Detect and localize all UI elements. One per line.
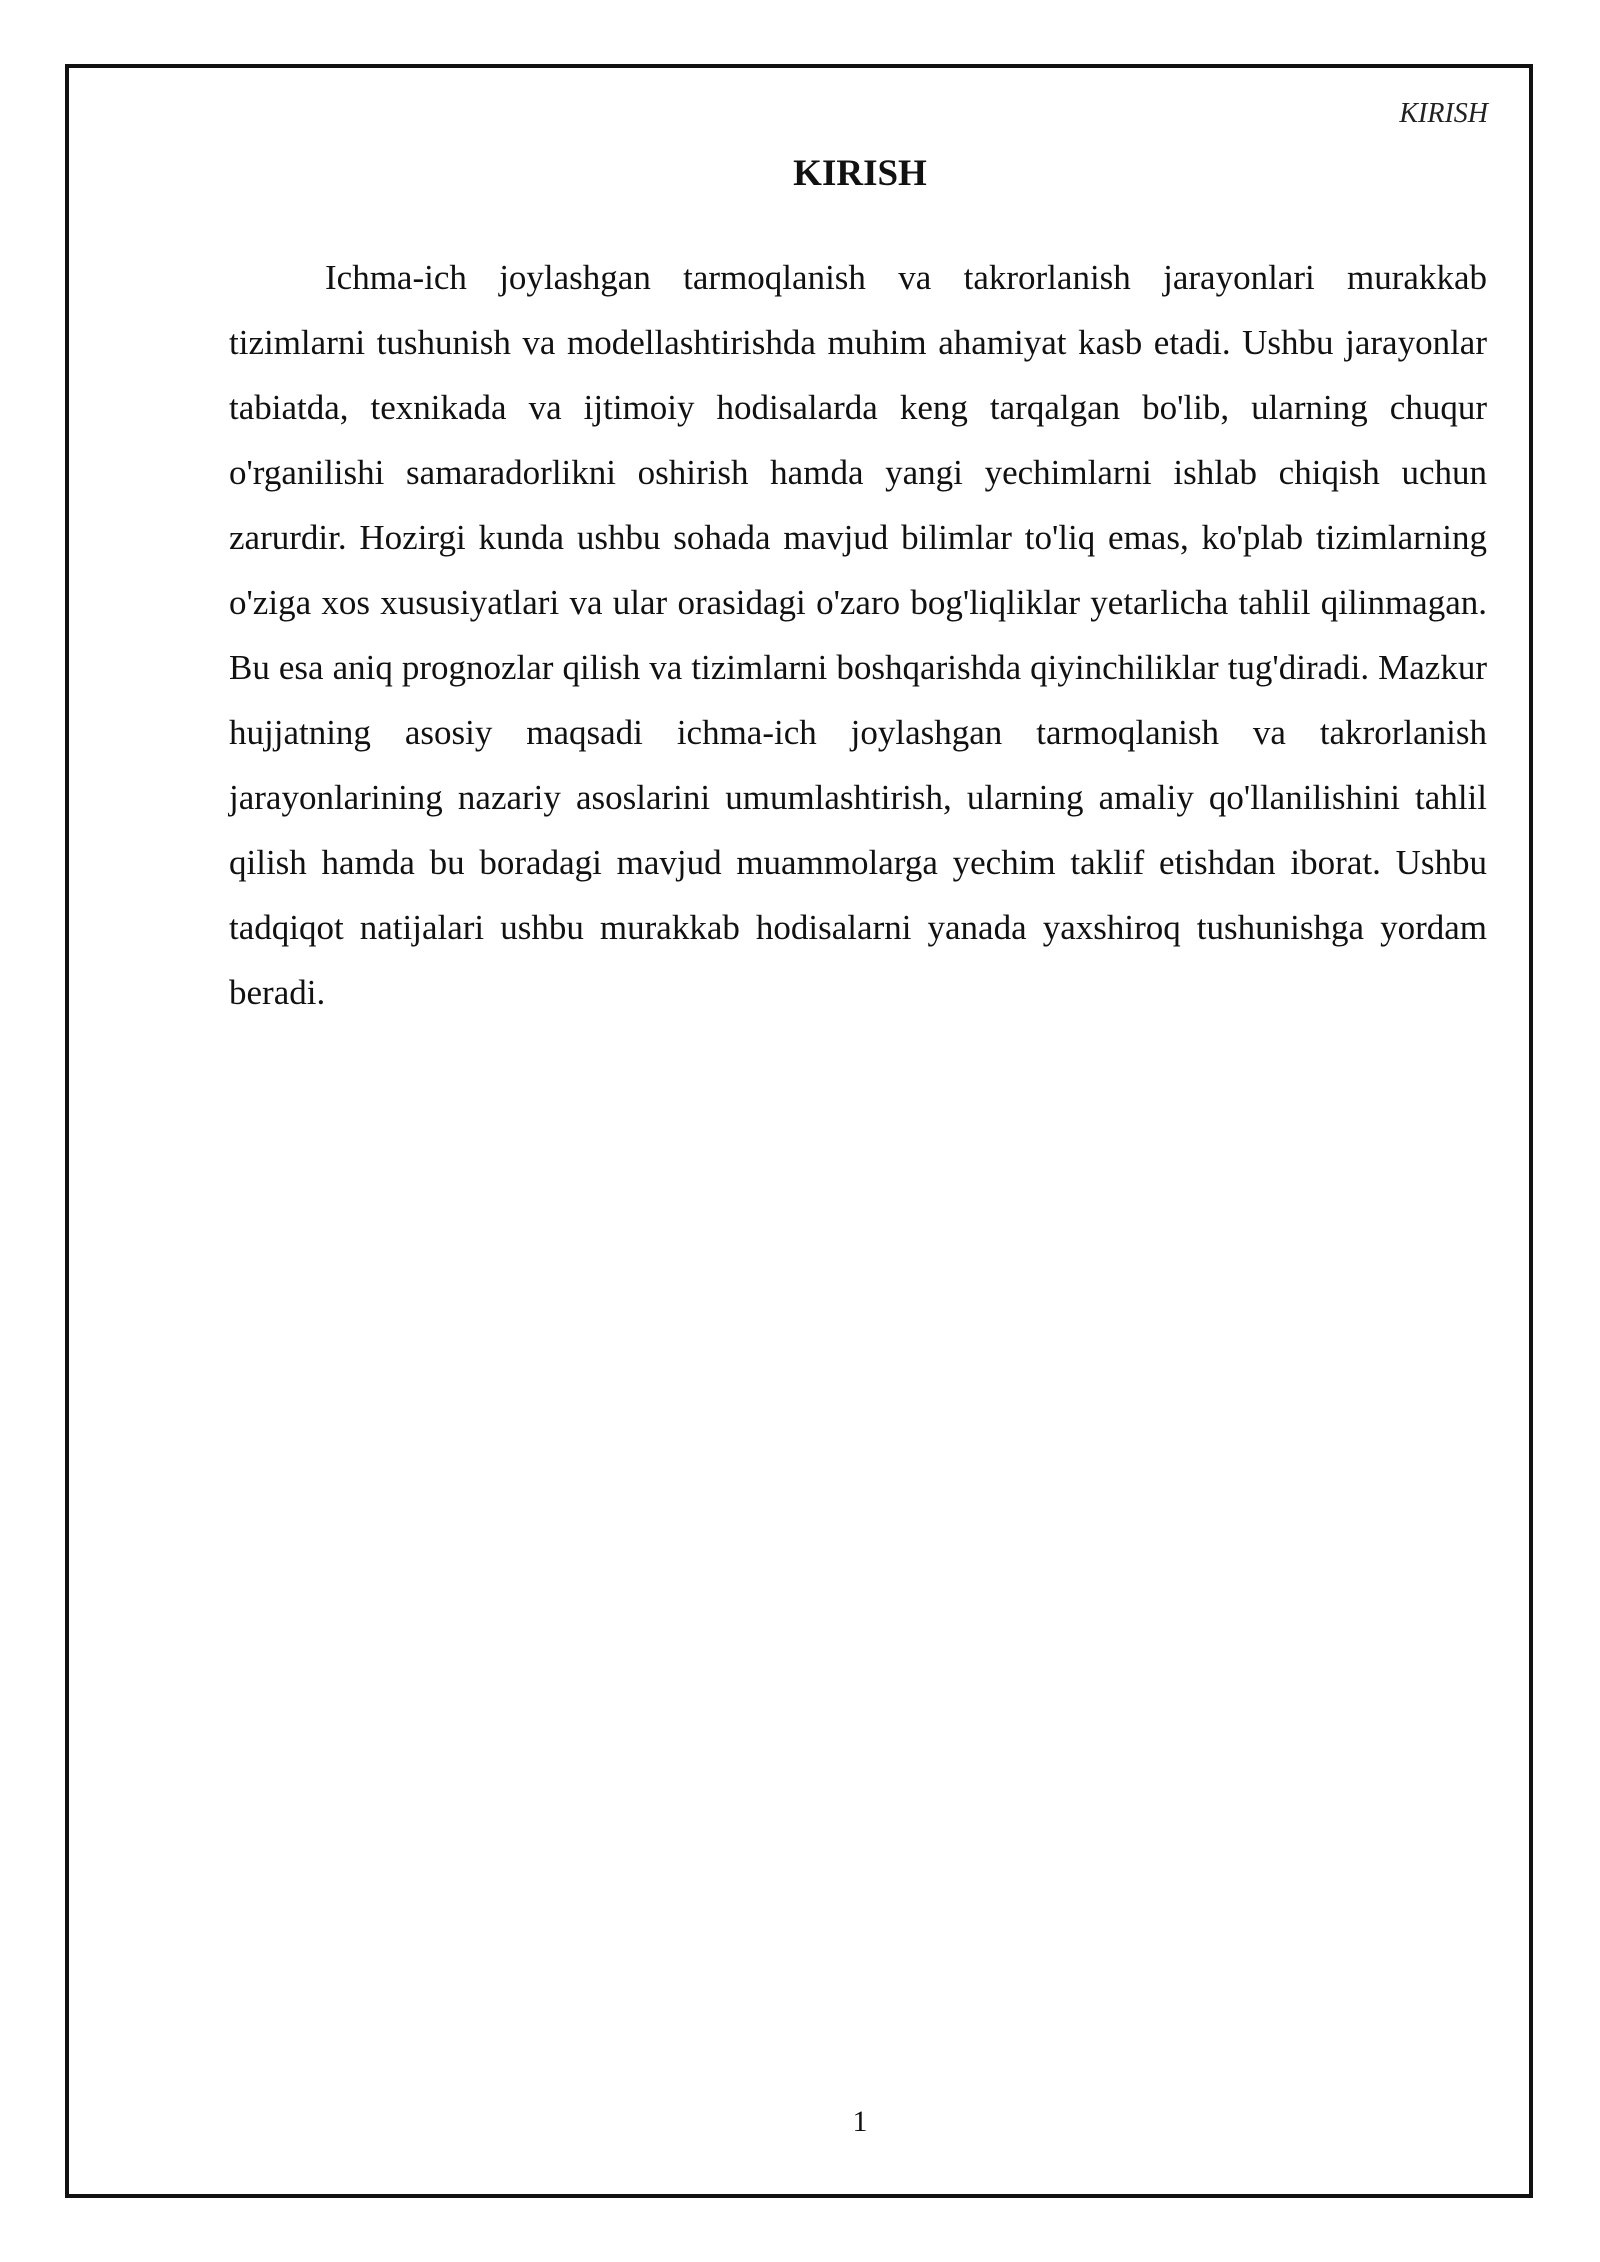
page-number: 1	[852, 2105, 868, 2138]
page-title: KIRISH	[793, 153, 927, 194]
running-header: KIRISH	[1399, 98, 1488, 129]
body-paragraph: Ichma-ich joylashgan tarmoqlanish va takrorlanish jarayonlari murakkab tizimlarni tushunish va modellashtirishda muhim ahamiyat kasb etadi. Ushbu jarayonlar tabiatda, texnikada va ijtimoiy hodisalarda keng tarqalgan bo'lib, ularning chuqur o'rganilishi samaradorlikni oshirish hamda yangi yechimlarni ishlab chiqish uchun zarurdir. Hozirgi kunda ushbu sohada mavjud bilimlar to'liq emas, ko'plab tizimlarning o'ziga xos xususiyatlari va ular orasidagi o'zaro bog'liqliklar yetarlicha tahlil qilinmagan. Bu esa aniq prognozlar qilish va tizimlarni boshqarishda qiyinchiliklar tug'diradi. Mazkur hujjatning asosiy maqsadi ichma-ich joylashgan tarmoqlanish va takrorlanish jarayonlarining nazariy asoslarini umumlashtirish, ularning amaliy qo'llanilishini tahlil qilish hamda bu boradagi mavjud muammolarga yechim taklif etishdan iborat. Ushbu tadqiqot natijalari ushbu murakkab hodisalarni yanada yaxshiroq tushunishga yordam beradi.	[229, 258, 1487, 1012]
